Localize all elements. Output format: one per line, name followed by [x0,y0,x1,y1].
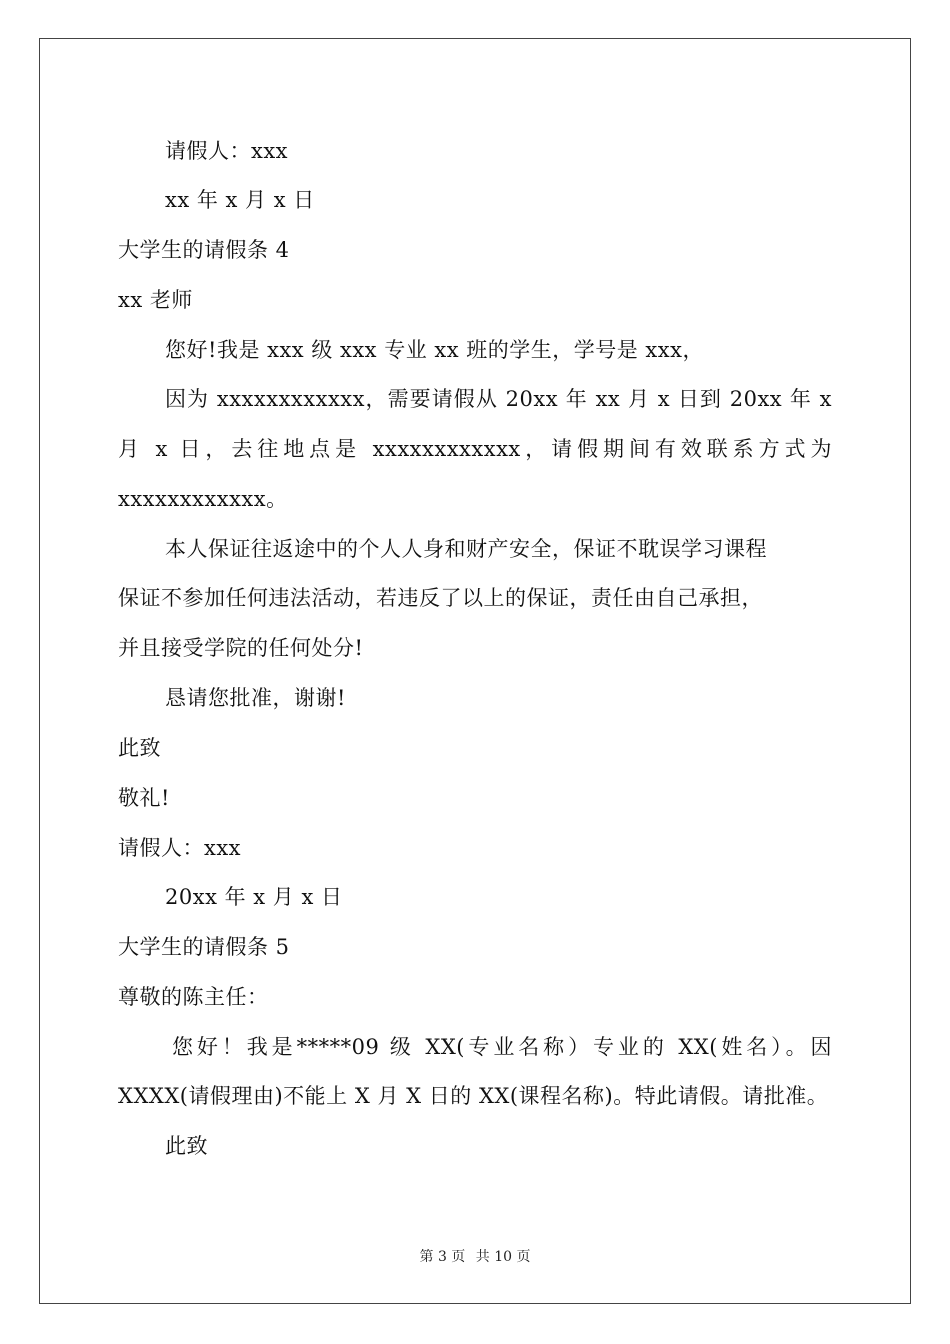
date-line: xx 年 x 月 x 日 [165,188,315,212]
reason-line-1: 因为 xxxxxxxxxxxx，需要请假从 20xx 年 xx 月 x 日到 20xx 年 x [165,387,832,411]
page-total: 共 10 页 [475,1249,531,1265]
regards-line: 敬礼! [118,786,170,810]
request-line: 恳请您批准，谢谢! [165,686,346,710]
applicant-line-2: 请假人：xxx [118,836,242,860]
section-heading-4: 大学生的请假条 4 [118,238,290,262]
date-line-2: 20xx 年 x 月 x 日 [165,885,343,909]
reason-line-2: 月 x 日，去往地点是 xxxxxxxxxxxx，请假期间有效联系方式为 [118,437,832,461]
salutation-line-2: 尊敬的陈主任： [118,985,269,1009]
guarantee-line-2: 保证不参加任何违法活动，若违反了以上的保证，责任由自己承担， [118,586,763,610]
section-heading-5: 大学生的请假条 5 [118,935,290,959]
salutation-line: xx 老师 [118,288,193,312]
reason-line-3: xxxxxxxxxxxx。 [118,487,288,511]
closing-line-2: 此致 [165,1134,208,1158]
guarantee-line-1: 本人保证往返途中的个人人身和财产安全，保证不耽误学习课程 [165,537,767,561]
greeting-line-2: 您好！我是*****09 级 XX(专业名称）专业的 XX(姓名）。因 [172,1035,832,1059]
page-number: 第 3 页 [419,1249,466,1265]
closing-line: 此致 [118,736,161,760]
greeting-line: 您好!我是 xxx 级 xxx 专业 xx 班的学生，学号是 xxx， [165,338,704,362]
reason-line-5: XXXX(请假理由)不能上 X 月 X 日的 XX(课程名称)。特此请假。请批准。 [118,1084,829,1108]
guarantee-line-3: 并且接受学院的任何处分! [118,636,364,660]
applicant-line: 请假人：xxx [165,139,289,163]
page-frame [39,38,911,1304]
page-footer [0,1248,950,1266]
